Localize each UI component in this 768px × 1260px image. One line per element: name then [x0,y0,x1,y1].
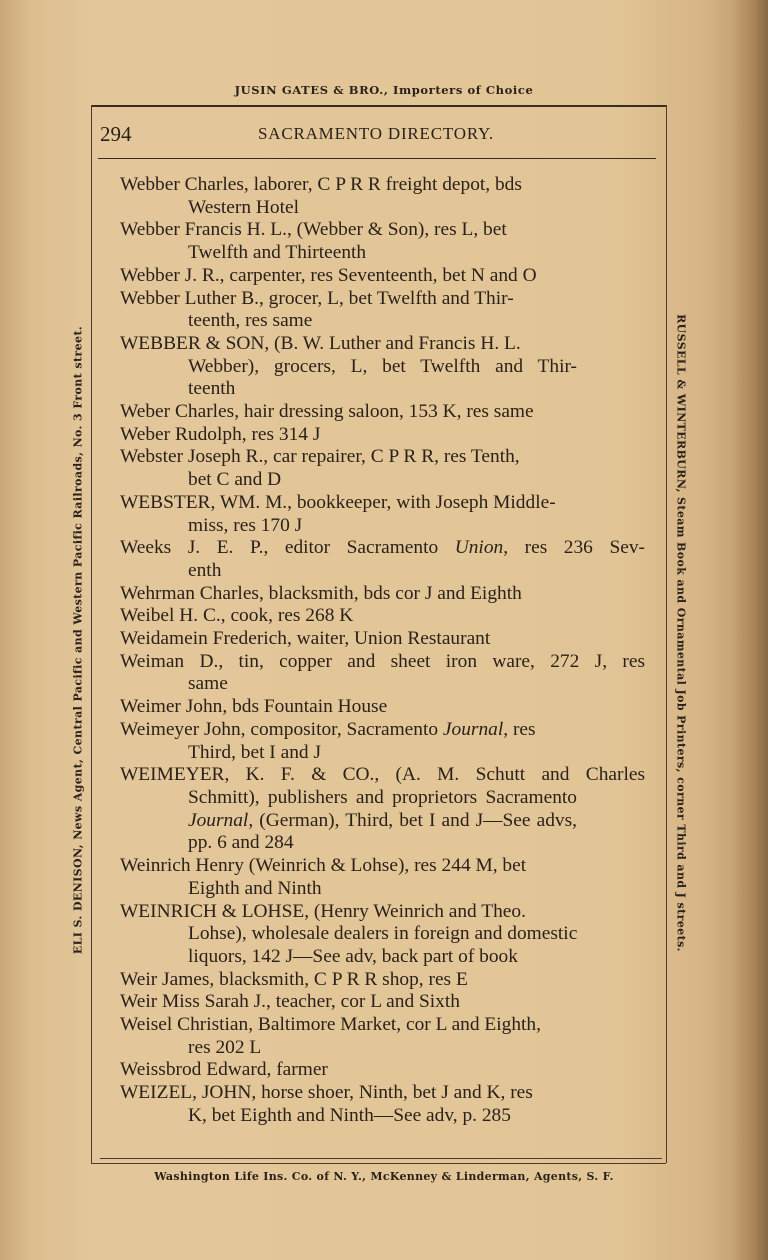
entry-continuation-line: pp. 6 and 284 [188,832,294,854]
header-rule [98,158,656,159]
entry-line: Weber Rudolph, res 314 J [120,423,321,445]
entry-line: Weidamein Frederich, waiter, Union Restaurant [120,628,491,650]
frame-inner-bottom-rule [100,1158,662,1159]
directory-entry [120,288,645,333]
directory-entry [120,628,645,651]
entry-line: WEBSTER, WM. M., bookkeeper, with Joseph Middle- [120,491,556,513]
entry-line: Weisel Christian, Baltimore Market, cor L and Eighth, [120,1014,541,1036]
frame-bottom-rule [91,1163,666,1164]
page-number: 294 [100,122,132,146]
entry-continuation-line: K, bet Eighth and Ninth—See adv, p. 285 [188,1104,511,1126]
directory-entries [120,174,645,1128]
directory-entry [120,969,645,992]
entry-continuation-line: Schmitt), publishers and proprietors Sacramento [188,786,577,808]
entry-line: Webster Joseph R., car repairer, C P R R, res Tenth, [120,446,520,468]
book-spine-shadow [732,0,768,1260]
entry-line: WEINRICH & LOHSE, (Henry Weinrich and Theo. [120,900,526,922]
directory-entry [120,651,645,696]
entry-continuation-line: Western Hotel [188,196,299,218]
entry-line: WEIZEL, JOHN, horse shoer, Ninth, bet J and K, res [120,1082,533,1104]
entry-line: Weber Charles, hair dressing saloon, 153 K, res same [120,401,534,423]
entry-continuation-line: liquors, 142 J—See adv, back part of book [188,945,518,967]
entry-line: Weir James, blacksmith, C P R R shop, res E [120,968,468,990]
left-advertisement: ELI S. DENISON, News Agent, Central Pacific and Western Pacific Railroads, No. 3 Front street. [71,325,85,955]
entry-line: Weimeyer John, compositor, Sacramento Journal, res [120,718,536,740]
directory-entry [120,1082,645,1127]
entry-line: Weir Miss Sarah J., teacher, cor L and Sixth [120,991,460,1013]
entry-continuation-line: teenth [188,378,236,400]
entry-line: WEIMEYER, K. F. & CO., (A. M. Schutt and Charles [120,764,645,786]
entry-line: Weinrich Henry (Weinrich & Lohse), res 244 M, bet [120,855,527,877]
entry-continuation-line: miss, res 170 J [188,514,303,536]
directory-entry [120,1014,645,1059]
entry-continuation-line: bet C and D [188,469,282,491]
directory-entry [120,764,645,855]
entry-continuation-line: res 202 L [188,1036,262,1058]
directory-entry [120,446,645,491]
bottom-advertisement: Washington Life Ins. Co. of N. Y., McKenney & Linderman, Agents, S. F. [154,1170,614,1183]
entry-line: Webber Francis H. L., (Webber & Son), res L, bet [120,219,507,241]
entry-line: WEBBER & SON, (B. W. Luther and Francis H. L. [120,332,521,354]
entry-line: Weissbrod Edward, farmer [120,1059,328,1081]
running-head: SACRAMENTO DIRECTORY. [258,124,494,143]
entry-continuation-line: same [188,673,228,695]
directory-entry [120,696,645,719]
entry-continuation-line: Lohse), wholesale dealers in foreign and domestic [188,923,578,945]
entry-line: Weiman D., tin, copper and sheet iron ware, 272 J, res [120,650,645,672]
entry-continuation-line: Webber), grocers, L, bet Twelfth and Thir- [188,355,577,377]
directory-entry [120,537,645,582]
frame-right-rule [666,105,667,1163]
entry-line: Webber J. R., carpenter, res Seventeenth, bet N and O [120,264,537,286]
entry-continuation-line: teenth, res same [188,310,313,332]
directory-entry [120,265,645,288]
entry-continuation-line: Eighth and Ninth [188,877,322,899]
directory-entry [120,401,645,424]
entry-line: Webber Charles, laborer, C P R R freight depot, bds [120,174,522,195]
right-advertisement: RUSSELL & WINTERBURN, Steam Book and Ornamental Job Printers, corner Third and J streets. [674,314,688,952]
entry-line: Weeks J. E. P., editor Sacramento Union, res 236 Sev- [120,537,645,559]
top-advertisement: JUSIN GATES & BRO., Importers of Choice [234,83,534,97]
entry-line: Webber Luther B., grocer, L, bet Twelfth and Thir- [120,287,514,309]
entry-continuation-line: Third, bet I and J [188,741,322,763]
directory-entry [120,1059,645,1082]
entry-continuation-line: enth [188,559,222,581]
frame-left-rule [91,105,92,1163]
directory-entry [120,901,645,969]
directory-entry [120,583,645,606]
entry-line: Wehrman Charles, blacksmith, bds cor J and Eighth [120,582,522,604]
directory-entry [120,333,645,401]
directory-entry [120,719,645,764]
directory-entry [120,424,645,447]
entry-line: Weimer John, bds Fountain House [120,696,388,718]
directory-entry [120,219,645,264]
directory-entry [120,605,645,628]
directory-entry [120,991,645,1014]
entry-continuation-line: Journal, (German), Third, bet I and J—See advs, [188,809,577,831]
directory-entry [120,492,645,537]
directory-entry [120,855,645,900]
frame-top-rule [91,105,666,107]
entry-line: Weibel H. C., cook, res 268 K [120,605,354,627]
entry-continuation-line: Twelfth and Thirteenth [188,242,367,264]
directory-entry [120,174,645,219]
